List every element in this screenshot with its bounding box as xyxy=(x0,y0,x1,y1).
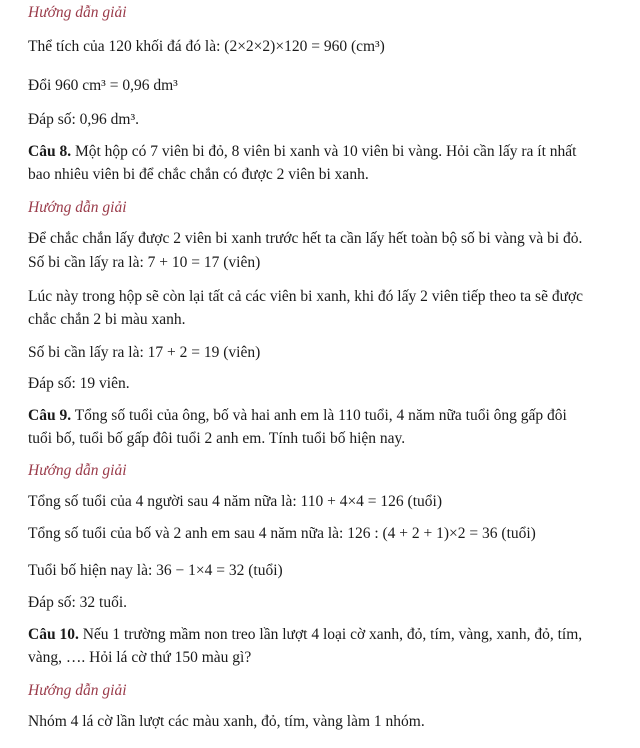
question-label: Câu 10. xyxy=(28,626,79,643)
answer-line: Đáp số: 32 tuổi. xyxy=(28,594,128,611)
text-line: Để chắc chắn lấy được 2 viên bi xanh trước hết ta cần lấy hết toàn bộ số bi vàng và bi đỏ. xyxy=(28,230,583,247)
solution-heading: Hướng dẫn giải xyxy=(28,462,127,479)
question-text: Nếu 1 trường mầm non treo lần lượt 4 loại cờ xanh, đỏ, tím, vàng, xanh, đỏ, tím, xyxy=(82,626,583,643)
text-line: Số bi cần lấy ra là: 7 + 10 = 17 (viên) xyxy=(28,254,261,271)
text-line: Đổi 960 cm³ = 0,96 dm³ xyxy=(28,77,178,94)
question-label: Câu 8. xyxy=(28,143,72,160)
solution-heading: Hướng dẫn giải xyxy=(28,682,127,699)
answer-line: Đáp số: 0,96 dm³. xyxy=(28,111,139,128)
solution-heading: Hướng dẫn giải xyxy=(28,4,127,21)
text-line: vàng, …. Hỏi lá cờ thứ 150 màu gì? xyxy=(28,649,252,666)
answer-line: Đáp số: 19 viên. xyxy=(28,375,130,392)
text-line: Nhóm 4 lá cờ lần lượt các màu xanh, đỏ, tím, vàng làm 1 nhóm. xyxy=(28,713,425,730)
text-line: chắc chắn 2 bi màu xanh. xyxy=(28,311,186,328)
text-line: Tổng số tuổi của bố và 2 anh em sau 4 năm nữa là: 126 : (4 + 2 + 1)×2 = 36 (tuổi) xyxy=(28,525,536,542)
question-text: Tổng số tuổi của ông, bố và hai anh em là 110 tuổi, 4 năm nữa tuổi ông gấp đôi xyxy=(74,407,567,424)
question-text: Một hộp có 7 viên bi đỏ, 8 viên bi xanh và 10 viên bi vàng. Hỏi cần lấy ra ít nhất xyxy=(74,143,577,160)
solution-heading: Hướng dẫn giải xyxy=(28,199,127,216)
text-line: tuổi bố, tuổi bố gấp đôi tuổi 2 anh em. Tính tuổi bố hiện nay. xyxy=(28,430,406,447)
text-line: Lúc này trong hộp sẽ còn lại tất cả các viên bi xanh, khi đó lấy 2 viên tiếp theo ta sẽ được xyxy=(28,288,584,305)
question-9 xyxy=(28,405,628,426)
text-line: Tuổi bố hiện nay là: 36 − 1×4 = 32 (tuổi) xyxy=(28,562,283,579)
question-8 xyxy=(28,141,628,162)
question-label: Câu 9. xyxy=(28,407,72,424)
text-line: Thể tích của 120 khối đá đó là: (2×2×2)×120 = 960 (cm³) xyxy=(28,38,385,55)
question-10 xyxy=(28,624,628,645)
text-line: bao nhiêu viên bi để chắc chắn có được 2 viên bi xanh. xyxy=(28,166,369,183)
text-line: Tổng số tuổi của 4 người sau 4 năm nữa là: 110 + 4×4 = 126 (tuổi) xyxy=(28,493,442,510)
text-line: Số bi cần lấy ra là: 17 + 2 = 19 (viên) xyxy=(28,344,261,361)
